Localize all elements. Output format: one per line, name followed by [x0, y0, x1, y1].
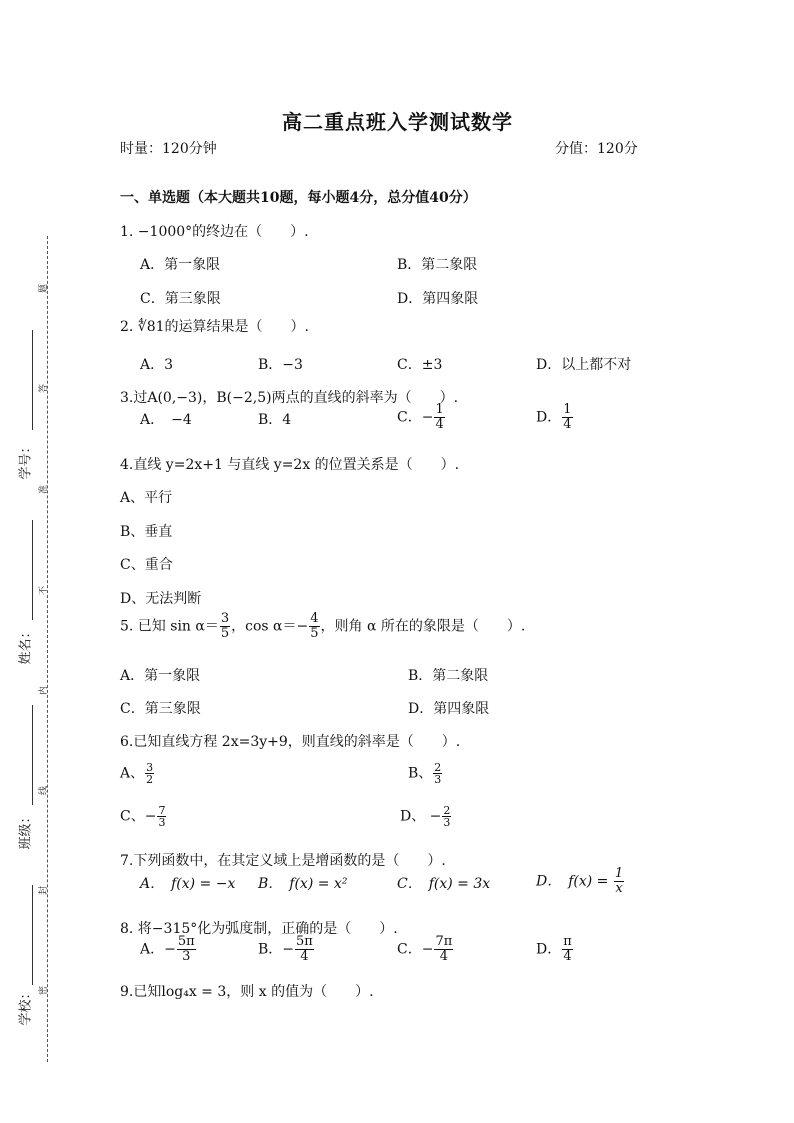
- name-label: 姓名：: [18, 625, 34, 665]
- school-field[interactable]: [32, 885, 33, 985]
- option-d[interactable]: D、无法判断: [120, 591, 202, 607]
- option-c[interactable]: [120, 805, 167, 828]
- denominator: x: [615, 881, 623, 896]
- option-prefix: A．−: [140, 941, 176, 958]
- option-c[interactable]: C．±3: [397, 357, 443, 373]
- seal-char: 密: [39, 985, 50, 996]
- option-a[interactable]: A． −4: [140, 412, 192, 428]
- option-d[interactable]: [536, 935, 574, 964]
- option-d[interactable]: [536, 403, 574, 432]
- question-stem: 9.已知log₄x = 3，则 x 的值为（ ）.: [120, 984, 374, 1000]
- seal-char: 题: [39, 283, 50, 294]
- option-c[interactable]: C、重合: [120, 557, 173, 573]
- option-d[interactable]: D．第四象限: [408, 701, 490, 717]
- option-c[interactable]: C．第三象限: [120, 701, 201, 717]
- fraction: [562, 935, 573, 964]
- option-b[interactable]: B．第二象限: [397, 257, 478, 273]
- denominator: 5: [220, 626, 230, 641]
- score-label: 分值：120分: [555, 141, 638, 157]
- numerator: 3: [220, 611, 230, 626]
- option-a[interactable]: A．3: [140, 357, 174, 373]
- denominator: 3: [443, 816, 451, 829]
- seal-char: 准: [39, 484, 50, 495]
- denominator: 2: [146, 773, 154, 786]
- fraction: [177, 935, 196, 964]
- question-stem: 4.直线 y=2x+1 与直线 y=2x 的位置关系是（ ）.: [120, 457, 460, 473]
- numerator: π: [563, 934, 572, 949]
- question-stem: 7.下列函数中，在其定义域上是增函数的是（ ）.: [120, 853, 446, 869]
- option-prefix: D、 −: [400, 808, 442, 825]
- option-prefix: C、−: [120, 808, 157, 825]
- option-b[interactable]: B．第二象限: [408, 668, 489, 684]
- fraction: [614, 867, 624, 896]
- option-b[interactable]: [408, 762, 443, 785]
- denominator: 4: [435, 417, 444, 432]
- option-a[interactable]: A．第一象限: [120, 668, 201, 684]
- option-prefix: D．: [536, 409, 562, 426]
- seal-char: 线: [39, 785, 50, 796]
- option-b[interactable]: B．4: [258, 412, 292, 428]
- denominator: 3: [158, 816, 166, 829]
- fraction: [434, 403, 444, 432]
- seal-char: 答: [39, 383, 50, 394]
- option-d[interactable]: D．以上都不对: [536, 357, 632, 373]
- time-label: 时量：120分钟: [120, 141, 217, 157]
- fraction: [434, 935, 453, 964]
- fraction: [562, 403, 572, 432]
- seal-char: 封: [39, 885, 50, 896]
- option-prefix: B．−: [258, 941, 295, 958]
- fraction: [433, 762, 442, 785]
- numerator: 7π: [435, 934, 453, 949]
- option-d[interactable]: [400, 805, 452, 828]
- denominator: 3: [182, 949, 191, 964]
- class-field[interactable]: [32, 705, 33, 805]
- denominator: 4: [563, 949, 572, 964]
- option-a[interactable]: A．第一象限: [140, 257, 221, 273]
- seal-char: 不: [39, 585, 50, 596]
- school-label: 学校：: [18, 986, 34, 1026]
- stem-part: 5. 已知 sin α＝: [120, 618, 219, 635]
- question-stem: 3.过A(0,−3)，B(−2,5)两点的直线的斜率为（ ）.: [120, 390, 459, 406]
- option-c[interactable]: [397, 403, 446, 432]
- numerator: 1: [614, 866, 624, 881]
- option-c[interactable]: [397, 935, 454, 964]
- denominator: 4: [300, 949, 309, 964]
- question-stem: 6.已知直线方程 2x=3y+9，则直线的斜率是（ ）.: [120, 734, 461, 750]
- fraction: [220, 612, 230, 641]
- numerator: 4: [310, 611, 319, 626]
- option-a[interactable]: A． f(x) = −x: [140, 876, 236, 892]
- option-b[interactable]: [258, 935, 315, 964]
- fraction: [442, 805, 451, 828]
- numerator: 2: [434, 761, 442, 774]
- option-d[interactable]: D．第四象限: [397, 291, 479, 307]
- fraction: [295, 935, 314, 964]
- section-heading: 一、单选题（本大题共10题，每小题4分，总分值40分）: [120, 190, 477, 206]
- denominator: 4: [439, 949, 448, 964]
- name-field[interactable]: [32, 520, 33, 620]
- option-b[interactable]: B．−3: [258, 357, 303, 373]
- numerator: 7: [158, 804, 166, 817]
- class-label: 班级：: [18, 810, 34, 850]
- stem-part: ，则角 α 所在的象限是（ ）.: [320, 618, 526, 635]
- option-a[interactable]: [120, 762, 155, 785]
- seal-dashed-line: [47, 236, 48, 1062]
- question-stem: 2. ∜81的运算结果是（ ）.: [120, 319, 309, 335]
- numerator: 2: [443, 804, 451, 817]
- denominator: 5: [310, 626, 319, 641]
- student-id-field[interactable]: [32, 330, 33, 430]
- numerator: 5π: [177, 934, 195, 949]
- numerator: 3: [146, 761, 154, 774]
- question-stem: 1. −1000°的终边在（ ）.: [120, 224, 309, 240]
- fraction: [309, 612, 319, 641]
- fraction: [157, 805, 166, 828]
- option-a[interactable]: [140, 935, 197, 964]
- student-id-label: 学号：: [18, 440, 34, 480]
- option-prefix: C．−: [397, 409, 434, 426]
- option-prefix: D．: [536, 941, 562, 958]
- option-c[interactable]: C． f(x) = 3x: [397, 876, 491, 892]
- option-a[interactable]: A、平行: [120, 490, 173, 506]
- fraction: [145, 762, 154, 785]
- option-prefix: C．−: [397, 941, 434, 958]
- option-c[interactable]: C．第三象限: [140, 291, 221, 307]
- question-stem: [120, 612, 525, 641]
- option-prefix: B、: [408, 765, 433, 782]
- option-prefix: A、: [120, 765, 145, 782]
- numerator: 1: [435, 402, 444, 417]
- option-b[interactable]: B． f(x) = x²: [258, 876, 348, 892]
- denominator: 4: [563, 417, 572, 432]
- question-stem: 8. 将−315°化为弧度制，正确的是（ ）.: [120, 921, 398, 937]
- denominator: 3: [434, 773, 442, 786]
- seal-char: 内: [39, 685, 50, 696]
- numerator: 5π: [296, 934, 313, 949]
- numerator: 1: [563, 402, 572, 417]
- option-prefix: D． f(x) =: [536, 873, 613, 890]
- option-b[interactable]: B、垂直: [120, 524, 173, 540]
- stem-part: ，cos α＝−: [231, 618, 309, 635]
- option-d[interactable]: [536, 867, 625, 896]
- page-title: 高二重点班入学测试数学: [282, 110, 513, 134]
